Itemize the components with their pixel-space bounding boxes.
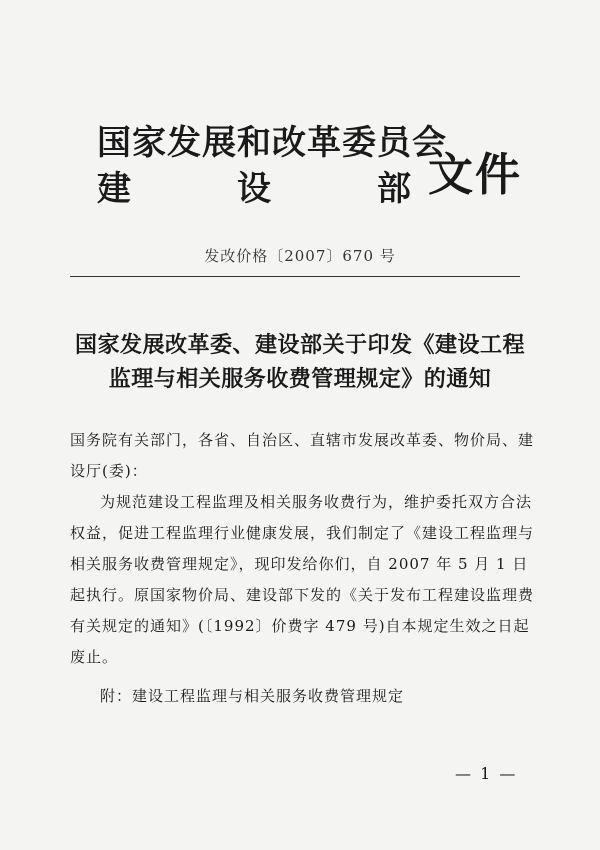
issuer-ministry-of-construction xyxy=(97,166,412,212)
issuing-authorities xyxy=(97,120,447,212)
document-body xyxy=(70,425,540,712)
issuer-char: 部 xyxy=(377,169,412,209)
body-paragraph: 为规范建设工程监理及相关服务收费行为，维护委托双方合法权益，促进工程监理行业健康发展，我们制定了《建设工程监理与相关服务收费管理规定》，现印发给你们，自 2007 年 5 月 1 日起执行。原国家物价局、建设部下发的《关于发布工程建设监理费有关规定的通知》(〔1992〕价费字 479 号)自本规定生效之日起废止。 xyxy=(70,493,535,666)
issuer-char: 建 xyxy=(97,169,132,209)
page-number: — 1 — xyxy=(455,764,518,783)
title-line-1: 国家发展改革委、建设部关于印发《建设工程 xyxy=(74,332,525,358)
document-type-label: 文件 xyxy=(428,148,523,201)
header-divider xyxy=(70,276,520,277)
addressee: 国务院有关部门，各省、自治区、直辖市发展改革委、物价局、建设厅(委)： xyxy=(70,431,535,480)
issuer-char: 设 xyxy=(237,169,272,209)
title-line-2: 监理与相关服务收费管理规定》的通知 xyxy=(108,366,492,392)
document-title xyxy=(60,328,540,396)
attachment-note: 附：建设工程监理与相关服务收费管理规定 xyxy=(100,687,405,705)
issuer-ndrc: 国家发展和改革委员会 xyxy=(97,123,447,163)
document-number: 发改价格〔2007〕670 号 xyxy=(204,247,396,265)
